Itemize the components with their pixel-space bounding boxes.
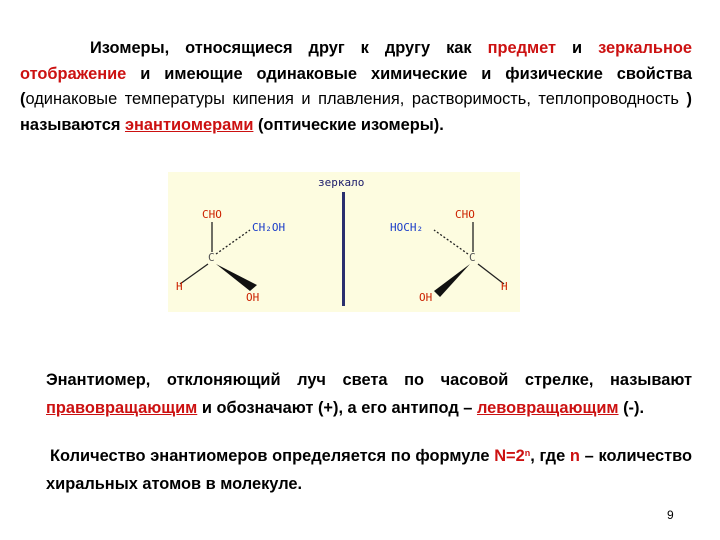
left-bottom-bond xyxy=(180,264,208,284)
term-mirror-image: зеркальное отображение xyxy=(20,39,693,83)
right-bottom-right-label: H xyxy=(501,280,508,293)
text-span: – количество хиральных атомов в молекуле. xyxy=(46,447,692,493)
text-span: Изомеры, относящиеся друг к другу как xyxy=(90,39,488,57)
text-span: (-). xyxy=(618,399,645,417)
right-center-atom: C xyxy=(469,251,476,264)
enantiomer-figure xyxy=(168,172,520,312)
left-right-label: CH₂OH xyxy=(252,221,286,234)
properties-list: одинаковые температуры кипения и плавления, растворимость, теплопроводность xyxy=(25,90,687,108)
term-dextrorotatory: правовращающим xyxy=(46,399,198,417)
text-span: Количество энантиомеров определяется по формуле xyxy=(50,447,495,465)
left-wedge-bond xyxy=(216,264,257,291)
formula-exponent: n xyxy=(524,448,531,458)
term-levorotatory: левовращающим xyxy=(476,399,619,417)
mirror-label: зеркало xyxy=(318,176,365,189)
text-span: Энантиомер, отклоняющий луч света по часовой стрелке, называют xyxy=(46,371,692,389)
mirror-line xyxy=(342,192,345,306)
left-top-label: CHO xyxy=(202,208,222,221)
text-span: и обозначают (+), а его антипод – xyxy=(197,399,477,417)
definition-paragraph xyxy=(20,36,692,138)
formula-paragraph xyxy=(46,442,692,498)
enantiomer-diagram xyxy=(168,172,520,312)
left-center-atom: C xyxy=(208,251,215,264)
right-wedge-bond xyxy=(434,264,470,297)
right-hashed-bond xyxy=(434,230,468,254)
left-hashed-bond xyxy=(216,230,250,254)
rotation-paragraph xyxy=(46,366,692,422)
right-bottom-left-label: OH xyxy=(419,291,433,304)
text-span: , где xyxy=(530,447,570,465)
text-span: (оптические изомеры). xyxy=(253,115,444,134)
left-bottom-left-label: H xyxy=(176,280,183,293)
formula: N=2 xyxy=(494,447,525,465)
left-bottom-right-label: OH xyxy=(246,291,260,304)
text-span: и имеющие одинаковые химические и физические свойства ( xyxy=(20,64,692,108)
page-number: 9 xyxy=(667,508,674,522)
variable-n: n xyxy=(569,447,580,465)
term-enantiomers: энантиомерами xyxy=(124,115,254,134)
right-top-label: CHO xyxy=(455,208,475,221)
text-span: и xyxy=(556,39,599,57)
text-span: ) называются xyxy=(20,90,692,134)
term-object: предмет xyxy=(487,39,557,57)
right-left-label: HOCH₂ xyxy=(390,221,424,234)
